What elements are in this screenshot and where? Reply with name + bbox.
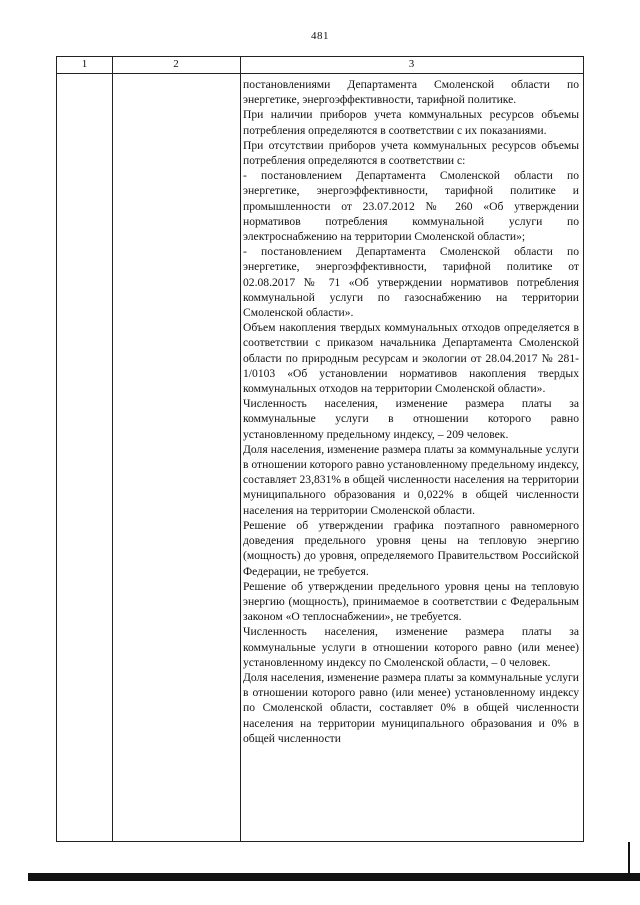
paragraph: При отсутствии приборов учета коммунальных ресурсов объемы потребления определяются в соответствии с:: [243, 138, 579, 168]
paragraph: Доля населения, изменение размера платы за коммунальные услуги в отношении которого равно (или менее) установленному индексу по Смоленской области, составляет 0% в общей численности населения на территории муниципального образования и 0% в общей численности: [243, 670, 579, 745]
header-cell-3: 3: [408, 58, 415, 70]
page-number: 481: [311, 30, 329, 42]
column-divider-2: [240, 57, 241, 841]
header-cell-1: 1: [81, 58, 88, 70]
paragraph: Объем накопления твердых коммунальных отходов определяется в соответствии с приказом начальника Департамента Смоленской области по природным ресурсам и экологии от 28.04.2017 № 281-1/0103 «Об установлении нормативов накопления твердых коммунальных отходов на территории Смоленской области».: [243, 321, 579, 396]
document-table: [56, 56, 584, 842]
paragraph: постановлениями Департамента Смоленской области по энергетике, энергоэффективности, тарифной политике.: [243, 78, 579, 107]
header-cell-2: 2: [173, 58, 179, 70]
paragraph: - постановлением Департамента Смоленской области по энергетике, энергоэффективности, тарифной политике и промышленности от 23.07.2012 № 260 «Об утверждении нормативов потребления коммунальной услуги по электроснабжению на территории Смоленской области»;: [243, 169, 579, 244]
paragraph: Решение об утверждении предельного уровня цены на тепловую энергию (мощность), принимаемое в соответствии с Федеральным законом «О теплоснабжении», не требуется.: [243, 579, 579, 624]
scan-edge-mark: [628, 842, 630, 876]
paragraph: Решение об утверждении графика поэтапного равномерного доведения предельного уровня цены на тепловую энергию (мощность) до уровня, определяемого Правительством Российской Федерации, не требуется.: [243, 518, 579, 578]
paragraph: - постановлением Департамента Смоленской области по энергетике, энергоэффективности, тарифной политике от 02.08.2017 № 71 «Об утверждении нормативов потребления коммунальной услуги по газоснабжению на территории Смоленской области».: [243, 245, 579, 320]
table-header-row: [57, 57, 583, 74]
column-divider-1: [112, 57, 113, 841]
paragraph: Численность населения, изменение размера платы за коммунальные услуги в отношении которого равно (или менее) установленному индексу по Смоленской области, – 0 человек.: [243, 625, 579, 669]
paragraph: Доля населения, изменение размера платы за коммунальные услуги в отношении которого равно установленному предельному индексу, составляет 23,831% в общей численности населения на территории муниципального образования и 0,022% в общей численности населения на территории Смоленской области.: [243, 442, 579, 517]
scan-bottom-band: [28, 873, 640, 881]
column-3-content: [243, 77, 579, 746]
paragraph: Численность населения, изменение размера платы за коммунальные услуги в отношении которого равно установленному предельному индексу, – 209 человек.: [243, 397, 579, 441]
paragraph: При наличии приборов учета коммунальных ресурсов объемы потребления определяются в соответствии с их показаниями.: [243, 108, 579, 137]
